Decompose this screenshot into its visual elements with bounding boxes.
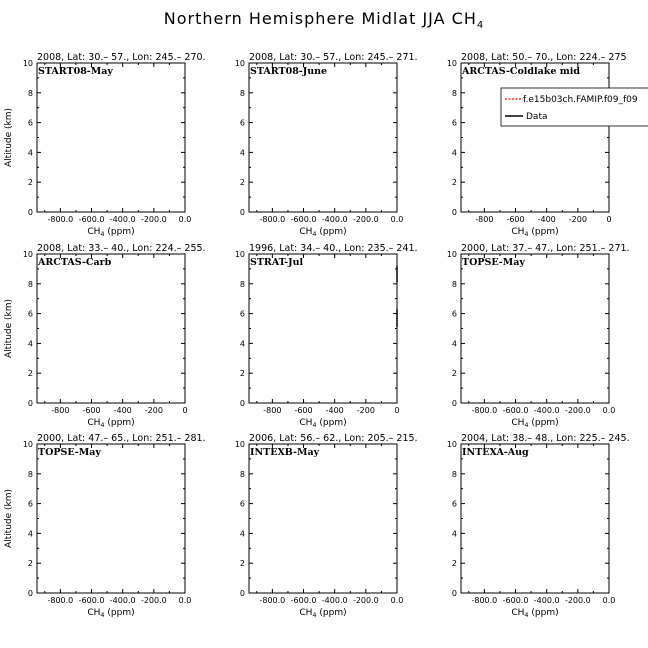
x-tick-label: -200.0 <box>140 596 167 605</box>
y-tick-label: 2 <box>451 559 457 569</box>
x-axis-label-sub: 4 <box>312 611 317 619</box>
x-tick-label: -600 <box>82 406 101 415</box>
y-tick-label: 8 <box>451 88 457 98</box>
x-axis-label-main: CH <box>511 227 525 237</box>
x-tick-label: 0.0 <box>390 215 404 224</box>
figure-title-main: Northern Hemisphere Midlat JJA CH <box>163 9 477 28</box>
y-tick-label: 0 <box>451 208 457 217</box>
x-tick-label: 0 <box>606 215 612 224</box>
panel-5 <box>235 243 418 429</box>
panel-header: 1996, Lat: 34.– 40., Lon: 235.– 241. <box>249 243 418 254</box>
x-tick-label: -600 <box>506 215 525 224</box>
y-tick-label: 2 <box>27 369 33 379</box>
x-tick-label: -800.0 <box>47 215 74 224</box>
x-tick-label: -800 <box>475 215 494 224</box>
x-tick-label: -400 <box>325 406 344 415</box>
panel-2 <box>235 52 418 238</box>
x-tick-label: -400.0 <box>109 596 136 605</box>
x-axis-label-sub: 4 <box>100 230 105 238</box>
y-tick-label: 2 <box>27 559 33 569</box>
legend <box>501 88 648 126</box>
y-tick-label: 6 <box>451 118 457 128</box>
x-tick-label: -200.0 <box>564 596 591 605</box>
y-tick-label: 4 <box>27 339 33 349</box>
y-tick-label: 6 <box>451 309 457 319</box>
plot-frame <box>461 63 609 212</box>
y-tick-label: 2 <box>27 178 33 188</box>
y-tick-label: 10 <box>446 440 457 449</box>
y-tick-label: 4 <box>239 339 245 349</box>
x-axis-label-main: CH <box>87 227 101 237</box>
x-tick-label: -800.0 <box>259 596 286 605</box>
y-tick-label: 10 <box>234 440 245 449</box>
x-axis-label <box>299 227 346 238</box>
figure-title-sub: 4 <box>476 20 485 31</box>
y-tick-label: 6 <box>239 118 245 128</box>
panel-label: TOPSE-May <box>462 257 525 268</box>
x-tick-label: -600.0 <box>502 406 529 415</box>
x-tick-label: -800 <box>263 406 282 415</box>
panel-label: STRAT-Jul <box>250 257 304 268</box>
x-axis-label <box>87 418 134 429</box>
x-axis-label <box>87 227 134 238</box>
y-tick-label: 4 <box>451 148 457 158</box>
legend-label-model: f.e15b03ch.FAMIP.f09_f09 <box>523 95 638 105</box>
x-tick-label: -200.0 <box>140 215 167 224</box>
x-axis-label <box>511 227 558 238</box>
x-tick-label: -600.0 <box>290 596 317 605</box>
x-tick-label: -400.0 <box>321 215 348 224</box>
x-axis-label-main: CH <box>511 608 525 618</box>
y-tick-label: 8 <box>451 279 457 289</box>
panel-4 <box>4 243 206 429</box>
x-axis-label-unit: (ppm) <box>104 227 135 237</box>
y-tick-label: 4 <box>27 148 33 158</box>
plot-frame <box>249 444 397 593</box>
y-tick-label: 0 <box>451 589 457 598</box>
x-tick-label: -400 <box>113 406 132 415</box>
plot-frame <box>461 444 609 593</box>
x-axis-label-unit: (ppm) <box>316 608 347 618</box>
y-tick-label: 0 <box>239 399 245 408</box>
x-tick-label: -600 <box>294 406 313 415</box>
panel-label: INTEXA-Aug <box>462 447 529 458</box>
panel-label: INTEXB-May <box>250 447 320 458</box>
y-tick-label: 6 <box>27 499 33 509</box>
x-axis-label <box>299 418 346 429</box>
x-axis-label <box>87 608 134 619</box>
x-tick-label: 0.0 <box>390 596 404 605</box>
y-tick-label: 0 <box>27 208 33 217</box>
y-tick-label: 10 <box>234 59 245 68</box>
y-tick-label: 10 <box>446 59 457 68</box>
x-tick-label: 0.0 <box>602 406 616 415</box>
x-tick-label: 0.0 <box>178 215 192 224</box>
panel-header: 2008, Lat: 50.– 70., Lon: 224.– 275 <box>461 52 627 63</box>
figure-title <box>164 9 484 31</box>
x-tick-label: 0 <box>182 406 188 415</box>
panel-8 <box>235 433 418 619</box>
panel-header: 2006, Lat: 56.– 62., Lon: 205.– 215. <box>249 433 418 444</box>
y-tick-label: 4 <box>27 529 33 539</box>
y-tick-label: 8 <box>27 469 33 479</box>
legend-label-data: Data <box>526 112 548 122</box>
plot-frame <box>37 254 185 403</box>
plot-frame <box>249 254 397 403</box>
x-axis-label-unit: (ppm) <box>528 418 559 428</box>
y-axis-label: Altitude (km) <box>4 488 14 549</box>
legend-box <box>501 88 648 126</box>
panel-label: ARCTAS-Carb <box>38 257 112 268</box>
y-tick-label: 4 <box>239 529 245 539</box>
x-axis-label <box>511 608 558 619</box>
x-tick-label: -200.0 <box>352 596 379 605</box>
y-tick-label: 10 <box>22 440 33 449</box>
x-axis-label <box>511 418 558 429</box>
y-axis-label: Altitude (km) <box>4 107 14 168</box>
y-tick-label: 6 <box>239 309 245 319</box>
x-axis-label-sub: 4 <box>524 611 529 619</box>
y-tick-label: 8 <box>239 88 245 98</box>
y-tick-label: 2 <box>239 559 245 569</box>
x-tick-label: -800.0 <box>47 596 74 605</box>
x-tick-label: -400.0 <box>533 596 560 605</box>
x-axis-label-unit: (ppm) <box>316 418 347 428</box>
x-axis-label <box>299 608 346 619</box>
x-axis-label-main: CH <box>299 418 313 428</box>
x-tick-label: -600.0 <box>78 596 105 605</box>
panels <box>4 52 648 619</box>
panel-header: 2004, Lat: 38.– 48., Lon: 225.– 245. <box>461 433 630 444</box>
x-axis-label-sub: 4 <box>312 230 317 238</box>
y-tick-label: 4 <box>451 339 457 349</box>
y-tick-label: 0 <box>27 399 33 408</box>
x-tick-label: 0.0 <box>602 596 616 605</box>
y-tick-label: 10 <box>22 59 33 68</box>
x-axis-label-unit: (ppm) <box>528 227 559 237</box>
x-axis-label-main: CH <box>511 418 525 428</box>
x-tick-label: -400 <box>537 215 556 224</box>
x-axis-label-main: CH <box>299 608 313 618</box>
plot-frame <box>37 63 185 212</box>
panel-label: ARCTAS-Coldlake mid <box>462 66 581 77</box>
y-tick-label: 6 <box>27 118 33 128</box>
x-tick-label: -200 <box>568 215 587 224</box>
x-axis-label-main: CH <box>299 227 313 237</box>
x-tick-label: -400.0 <box>321 596 348 605</box>
x-tick-label: -400.0 <box>109 215 136 224</box>
y-axis-label: Altitude (km) <box>4 298 14 359</box>
y-tick-label: 2 <box>451 369 457 379</box>
x-axis-label-unit: (ppm) <box>104 418 135 428</box>
y-tick-label: 2 <box>451 178 457 188</box>
x-axis-label-main: CH <box>87 418 101 428</box>
panel-3 <box>447 52 648 238</box>
y-tick-label: 8 <box>239 469 245 479</box>
y-tick-label: 0 <box>451 399 457 408</box>
x-tick-label: -400.0 <box>533 406 560 415</box>
x-axis-label-main: CH <box>87 608 101 618</box>
panel-header: 2008, Lat: 33.– 40., Lon: 224.– 255. <box>37 243 206 254</box>
plot-frame <box>461 254 609 403</box>
y-tick-label: 10 <box>446 250 457 259</box>
y-tick-label: 6 <box>239 499 245 509</box>
x-tick-label: -200.0 <box>564 406 591 415</box>
x-axis-label-unit: (ppm) <box>104 608 135 618</box>
panel-header: 2000, Lat: 47.– 65., Lon: 251.– 281. <box>37 433 206 444</box>
y-tick-label: 2 <box>239 369 245 379</box>
x-axis-label-sub: 4 <box>524 230 529 238</box>
x-tick-label: -800.0 <box>259 215 286 224</box>
x-tick-label: 0 <box>394 406 400 415</box>
y-tick-label: 6 <box>27 309 33 319</box>
y-tick-label: 0 <box>27 589 33 598</box>
x-tick-label: -800 <box>51 406 70 415</box>
x-tick-label: -200 <box>144 406 163 415</box>
x-axis-label-unit: (ppm) <box>528 608 559 618</box>
plot-frame <box>249 63 397 212</box>
x-tick-label: -800.0 <box>471 596 498 605</box>
panel-header: 2000, Lat: 37.– 47., Lon: 251.– 271. <box>461 243 630 254</box>
y-tick-label: 0 <box>239 208 245 217</box>
panel-9 <box>447 433 630 619</box>
y-tick-label: 4 <box>239 148 245 158</box>
y-tick-label: 8 <box>27 279 33 289</box>
x-tick-label: -200 <box>356 406 375 415</box>
x-axis-label-sub: 4 <box>312 421 317 429</box>
x-tick-label: -600.0 <box>78 215 105 224</box>
y-tick-label: 10 <box>234 250 245 259</box>
y-tick-label: 4 <box>451 529 457 539</box>
panel-header: 2008, Lat: 30.– 57., Lon: 245.– 270. <box>37 52 206 63</box>
y-tick-label: 8 <box>451 469 457 479</box>
x-tick-label: -600.0 <box>290 215 317 224</box>
panel-1 <box>4 52 206 238</box>
y-tick-label: 8 <box>27 88 33 98</box>
x-tick-label: 0.0 <box>178 596 192 605</box>
plot-frame <box>37 444 185 593</box>
y-tick-label: 8 <box>239 279 245 289</box>
x-tick-label: -800.0 <box>471 406 498 415</box>
x-axis-label-sub: 4 <box>100 611 105 619</box>
panel-header: 2008, Lat: 30.– 57., Lon: 245.– 271. <box>249 52 418 63</box>
x-axis-label-sub: 4 <box>100 421 105 429</box>
y-tick-label: 2 <box>239 178 245 188</box>
panel-6 <box>447 243 630 429</box>
panel-label: TOPSE-May <box>38 447 101 458</box>
x-tick-label: -600.0 <box>502 596 529 605</box>
x-tick-label: -200.0 <box>352 215 379 224</box>
x-axis-label-unit: (ppm) <box>316 227 347 237</box>
y-tick-label: 10 <box>22 250 33 259</box>
y-tick-label: 0 <box>239 589 245 598</box>
y-tick-label: 6 <box>451 499 457 509</box>
panel-label: START08-May <box>38 66 113 77</box>
panel-label: START08-June <box>250 66 328 77</box>
panel-7 <box>4 433 206 619</box>
x-axis-label-sub: 4 <box>524 421 529 429</box>
